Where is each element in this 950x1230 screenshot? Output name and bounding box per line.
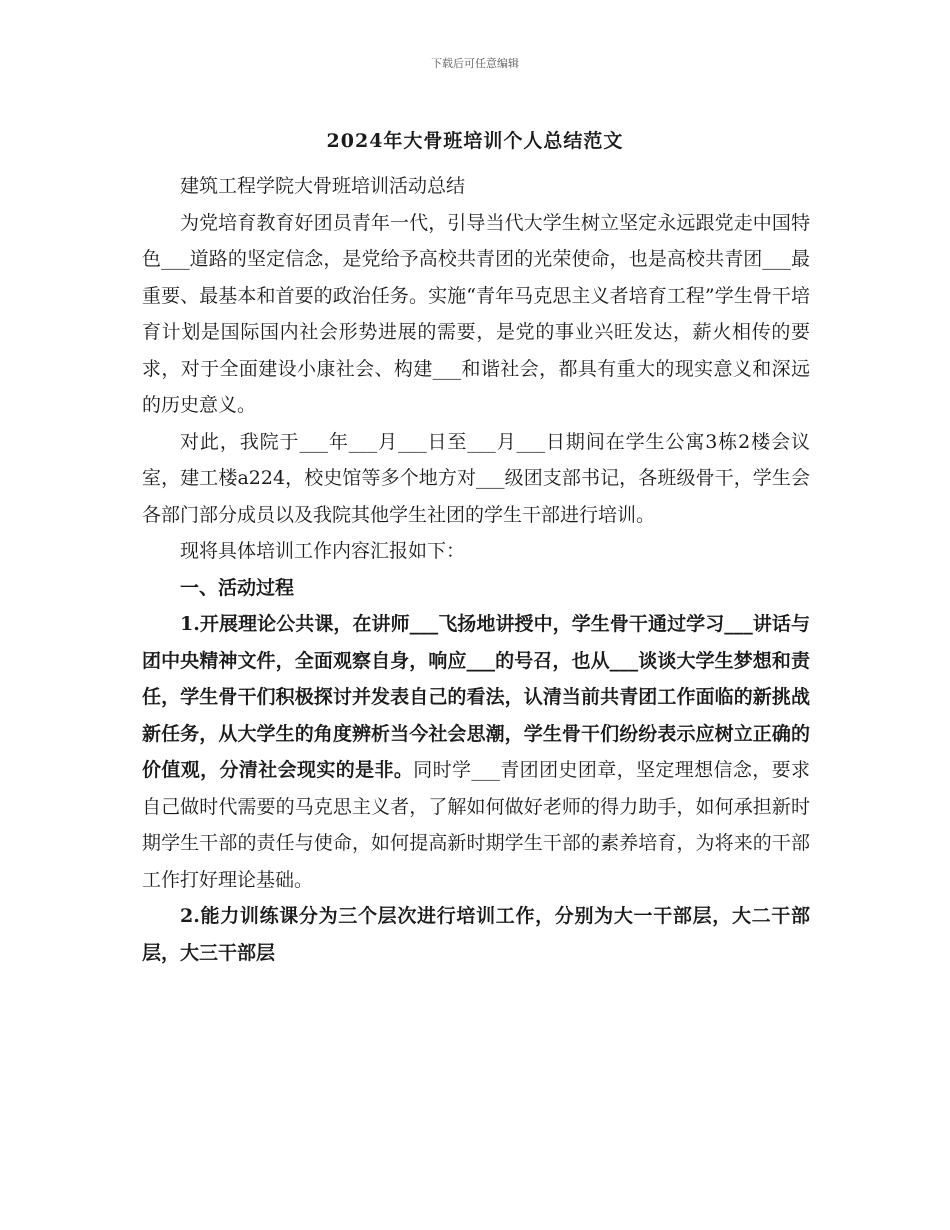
- report-intro-paragraph: 现将具体培训工作内容汇报如下：: [180, 540, 466, 562]
- schedule-paragraph: 对此，我院于___年___月___日至___月___日期间在学生公寓3栋2楼会议室，建工楼a224，校史馆等多个地方对___级团支部书记，各班级骨干，学生会各部门部分成员以及我院其他学生社团的学生干部进行培训。: [142, 430, 810, 526]
- section-heading: 一、活动过程: [180, 576, 295, 599]
- document-title: 2024年大骨班培训个人总结范文: [326, 130, 624, 152]
- page-header: 下载后可任意编辑: [431, 57, 519, 70]
- intro-paragraph: 为党培育教育好团员青年一代，引导当代大学生树立坚定永远跟党走中国特色___道路的坚定信念，是党给予高校共青团的光荣使命，也是高校共青团___最重要、最基本和首要的政治任务。实施“青年马克思主义者培育工程”学生骨干培育计划是国际国内社会形势进展的需要，是党的事业兴旺发达，薪火相传的要求，对于全面建设小康社会、构建___和谐社会，都具有重大的现实意义和深远的历史意义。: [142, 211, 810, 416]
- subtitle-paragraph: 建筑工程学院大骨班培训活动总结: [180, 175, 466, 197]
- theory-course-paragraph: [142, 606, 810, 898]
- theory-course-normal-text: 同时学___青团团史团章，坚定理想信念，要求自己做时代需要的马克思主义者，了解如何做好老师的得力助手，如何承担新时期学生干部的责任与使命，如何提高新时期学生干部的素养培育，为将来的干部工作打好理论基础。: [142, 759, 810, 891]
- theory-course-bold-text: 1.开展理论公共课，在讲师___飞扬地讲授中，学生骨干通过学习___讲话与团中央精神文件，全面观察自身，响应___的号召，也从___谈谈大学生梦想和责任，学生骨干们积极探讨并发表自己的看法，认清当前共青团工作面临的新挑战新任务，从大学生的角度辨析当今社会思潮，学生骨干们纷纷表示应树立正确的价值观，分清社会现实的是非。: [142, 613, 810, 781]
- document-body: [142, 168, 810, 971]
- ability-course-paragraph: 2.能力训练课分为三个层次进行培训工作，分别为大一干部层，大二干部层，大三干部层: [142, 905, 810, 964]
